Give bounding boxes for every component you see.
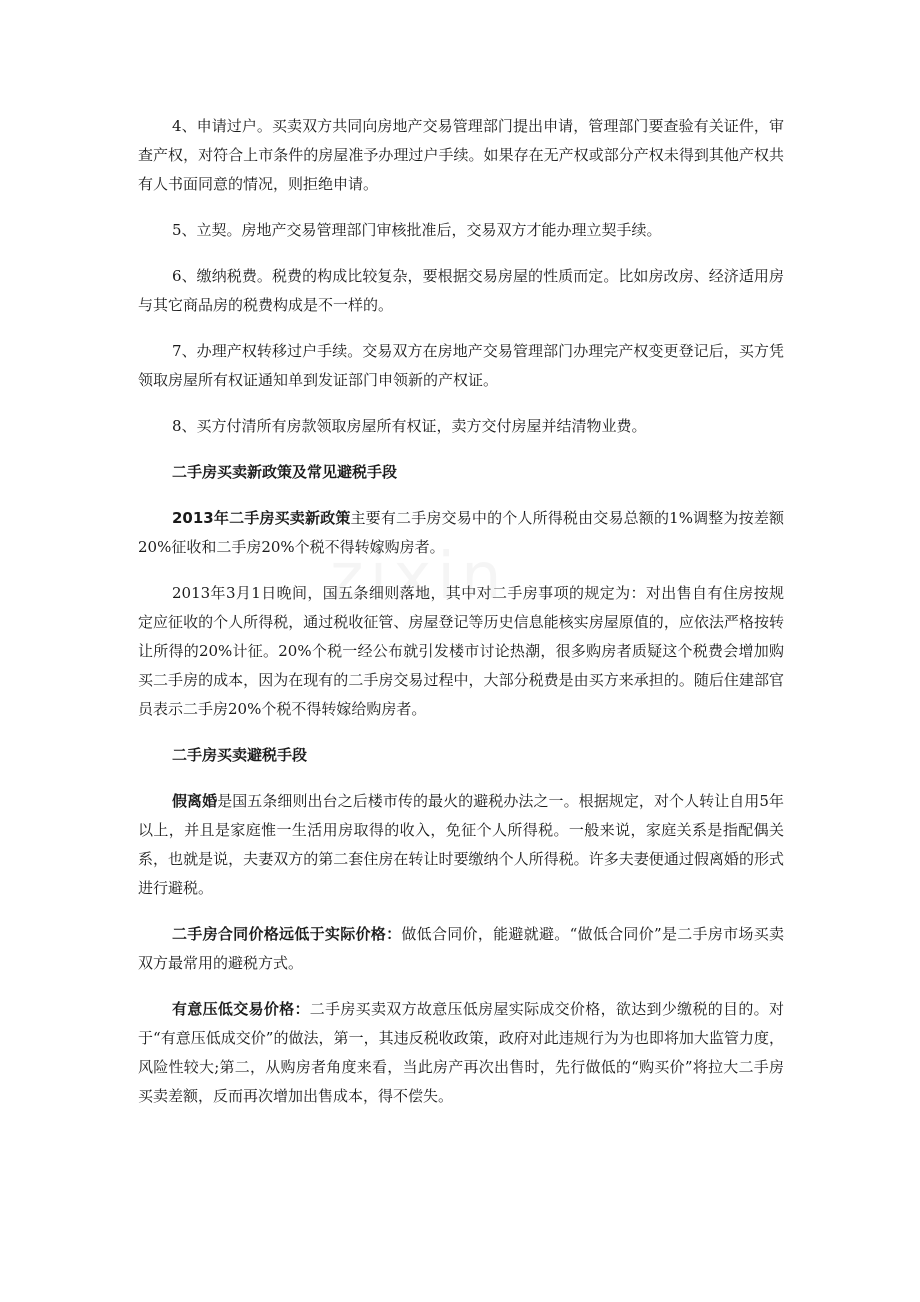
paragraph-step-7: 7、办理产权转移过户手续。交易双方在房地产交易管理部门办理完产权变更登记后，买方凭领取房屋所有权证通知单到发证部门申领新的产权证。 [138, 342, 784, 389]
paragraph-lead: 二手房合同价格远低于实际价格： [172, 925, 402, 943]
paragraph-step-6: 6、缴纳税费。税费的构成比较复杂，要根据交易房屋的性质而定。比如房改房、经济适用房与其它商品房的税费构成是不一样的。 [138, 267, 784, 314]
paragraph-2013-policy [138, 504, 784, 562]
paragraph-lead: 有意压低交易价格： [172, 1000, 310, 1018]
paragraph-body: 二手房买卖双方故意压低房屋实际成交价格，欲达到少缴税的目的。对于“有意压低成交价”的做法，第一，其违反税收政策，政府对此违规行为为也即将加大监管力度，风险性较大;第二，从购房者角度来看，当此房产再次出售时，先行做低的“购买价”将拉大二手房买卖差额，反而再次增加出售成本，得不偿失。 [138, 1000, 784, 1105]
paragraph-step-8: 8、买方付清所有房款领取房屋所有权证，卖方交付房屋并结清物业费。 [172, 417, 647, 435]
paragraph-lower-trade-price [138, 995, 784, 1111]
paragraph-lead: 2013年二手房买卖新政策 [172, 509, 351, 527]
section-heading-tax-avoidance: 二手房买卖避税手段 [172, 746, 308, 764]
paragraph-low-contract-price [138, 920, 784, 978]
paragraph-fake-divorce [138, 787, 784, 903]
paragraph-lead: 假离婚 [172, 792, 218, 810]
paragraph-step-4: 4、申请过户。买卖双方共同向房地产交易管理部门提出申请，管理部门要查验有关证件，审查产权，对符合上市条件的房屋准予办理过户手续。如果存在无产权或部分产权未得到其他产权共有人书面同意的情况，则拒绝申请。 [138, 117, 784, 193]
paragraph-guowutiao: 2013年3月1日晚间，国五条细则落地，其中对二手房事项的规定为：对出售自有住房按规定应征收的个人所得税，通过税收征管、房屋登记等历史信息能核实房屋原值的，应依法严格按转让所得的20%计征。20%个税一经公布就引发楼市讨论热潮，很多购房者质疑这个税费会增加购买二手房的成本，因为在现有的二手房交易过程中，大部分税费是由买方来承担的。随后住建部官员表示二手房20%个税不得转嫁给购房者。 [138, 584, 784, 718]
paragraph-body: 是国五条细则出台之后楼市传的最火的避税办法之一。根据规定，对个人转让自用5年以上，并且是家庭惟一生活用房取得的收入，免征个人所得税。一般来说，家庭关系是指配偶关系，也就是说，夫妻双方的第二套住房在转让时要缴纳个人所得税。许多夫妻便通过假离婚的形式进行避税。 [138, 792, 784, 897]
section-heading-new-policy: 二手房买卖新政策及常见避税手段 [172, 463, 398, 481]
paragraph-step-5: 5、立契。房地产交易管理部门审核批准后，交易双方才能办理立契手续。 [172, 221, 662, 239]
document-page [138, 112, 784, 1128]
paragraph-body: 主要有二手房交易中的个人所得税由交易总额的1%调整为按差额20%征收和二手房20%个税不得转嫁购房者。 [138, 509, 784, 556]
paragraph-body: 做低合同价，能避就避。“做低合同价”是二手房市场买卖双方最常用的避税方式。 [138, 925, 784, 972]
